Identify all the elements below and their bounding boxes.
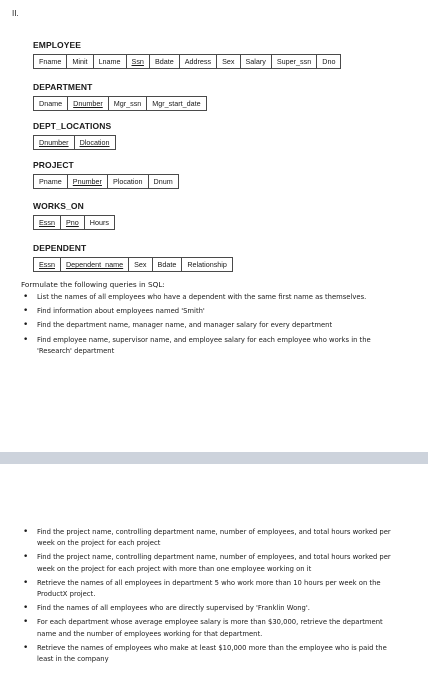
attribute-row xyxy=(33,257,233,272)
bullet-icon: • xyxy=(23,642,29,653)
bullet-icon: • xyxy=(23,334,29,345)
attribute-cell: Minit xyxy=(67,55,93,68)
section-number: II. xyxy=(12,9,19,18)
attribute-cell: Mgr_ssn xyxy=(109,97,148,110)
bullet-icon: • xyxy=(23,617,29,628)
attribute-row xyxy=(33,96,207,111)
query-text: Find employee name, supervisor name, and employee salary for each employee who works in the 'Research' department xyxy=(37,335,371,355)
attribute-cell: Salary xyxy=(241,55,272,68)
query-item xyxy=(21,335,371,357)
schema-title: PROJECT xyxy=(33,160,74,170)
schema-title: WORKS_ON xyxy=(33,201,84,211)
attribute-row xyxy=(33,135,116,150)
query-item xyxy=(21,617,396,639)
page-divider xyxy=(0,452,428,464)
bullet-icon: • xyxy=(23,320,29,331)
schema-employee xyxy=(33,40,341,69)
schema-dept-locations xyxy=(33,121,116,150)
attribute-cell: Sex xyxy=(129,258,152,271)
query-item xyxy=(21,527,396,549)
key-attribute-cell: Dnumber xyxy=(34,136,75,149)
schema-title: DEPARTMENT xyxy=(33,82,93,92)
query-list-part2 xyxy=(21,527,396,668)
query-text: Find the project name, controlling department name, number of employees, and total hours worked per week on the project for each project with more than one employee working on it xyxy=(37,553,391,573)
bullet-icon: • xyxy=(23,306,29,317)
key-attribute-cell: Ssn xyxy=(127,55,150,68)
bullet-icon: • xyxy=(23,527,29,537)
attribute-row xyxy=(33,54,341,69)
attribute-cell: Super_ssn xyxy=(272,55,317,68)
key-attribute-cell: Dependent_name xyxy=(61,258,129,271)
attribute-cell: Mgr_start_date xyxy=(152,99,201,108)
bullet-icon: • xyxy=(23,603,29,614)
query-item xyxy=(21,552,396,574)
key-attribute-cell: Pnumber xyxy=(68,175,108,188)
schema-works-on xyxy=(33,201,115,230)
query-text: List the names of all employees who have a dependent with the same first name as themselves. xyxy=(37,293,367,301)
attribute-cell: Pname xyxy=(34,175,68,188)
attribute-cell: Dno xyxy=(322,57,336,66)
schema-title: DEPENDENT xyxy=(33,243,87,253)
query-item xyxy=(21,578,396,600)
attribute-cell: Sex xyxy=(217,55,240,68)
attribute-cell: Bdate xyxy=(150,55,180,68)
query-item xyxy=(21,320,371,331)
attribute-cell: Dname xyxy=(34,97,68,110)
attribute-cell: Fname xyxy=(34,55,67,68)
query-item xyxy=(21,306,371,317)
schema-title: DEPT_LOCATIONS xyxy=(33,121,112,131)
attribute-row xyxy=(33,174,179,189)
attribute-cell: Dnum xyxy=(153,177,173,186)
query-item xyxy=(21,292,371,303)
attribute-cell: Address xyxy=(180,55,217,68)
attribute-cell: Hours xyxy=(89,218,109,227)
query-item xyxy=(21,643,396,665)
bullet-icon: • xyxy=(23,552,29,563)
query-text: Retrieve the names of all employees in department 5 who work more than 10 hours per week on the ProductX project. xyxy=(37,578,381,599)
key-attribute-cell: Dlocation xyxy=(79,138,110,147)
key-attribute-cell: Dnumber xyxy=(68,97,109,110)
query-item xyxy=(21,603,396,614)
attribute-cell: Plocation xyxy=(108,175,149,188)
key-attribute-cell: Essn xyxy=(34,258,61,271)
key-attribute-cell: Essn xyxy=(34,216,61,229)
query-text: Retrieve the names of employees who make at least $10,000 more than the employee who is paid the least in the company xyxy=(37,643,387,664)
schema-department xyxy=(33,82,207,111)
attribute-cell: Bdate xyxy=(153,258,183,271)
schema-dependent xyxy=(33,243,233,272)
query-text: Find information about employees named 'Smith' xyxy=(37,307,205,316)
query-text: Find the project name, controlling department name, number of employees, and total hours worked per week on the project for each project xyxy=(37,528,391,548)
attribute-row xyxy=(33,215,115,230)
query-text: Find the names of all employees who are directly supervised by 'Franklin Wong'. xyxy=(37,604,310,613)
key-attribute-cell: Pno xyxy=(61,216,85,229)
query-text: For each department whose average employee salary is more than $30,000, retrieve the department name and the number of employees working for that department. xyxy=(37,618,383,638)
attribute-cell: Lname xyxy=(94,55,127,68)
bullet-icon: • xyxy=(23,292,29,302)
instructions-text: Formulate the following queries in SQL: xyxy=(21,280,165,289)
schema-title: EMPLOYEE xyxy=(33,40,82,50)
bullet-icon: • xyxy=(23,577,29,588)
query-list-part1 xyxy=(21,292,371,360)
attribute-cell: Relationship xyxy=(187,260,227,269)
schema-project xyxy=(33,160,179,189)
query-text: Find the department name, manager name, and manager salary for every department xyxy=(37,321,333,330)
